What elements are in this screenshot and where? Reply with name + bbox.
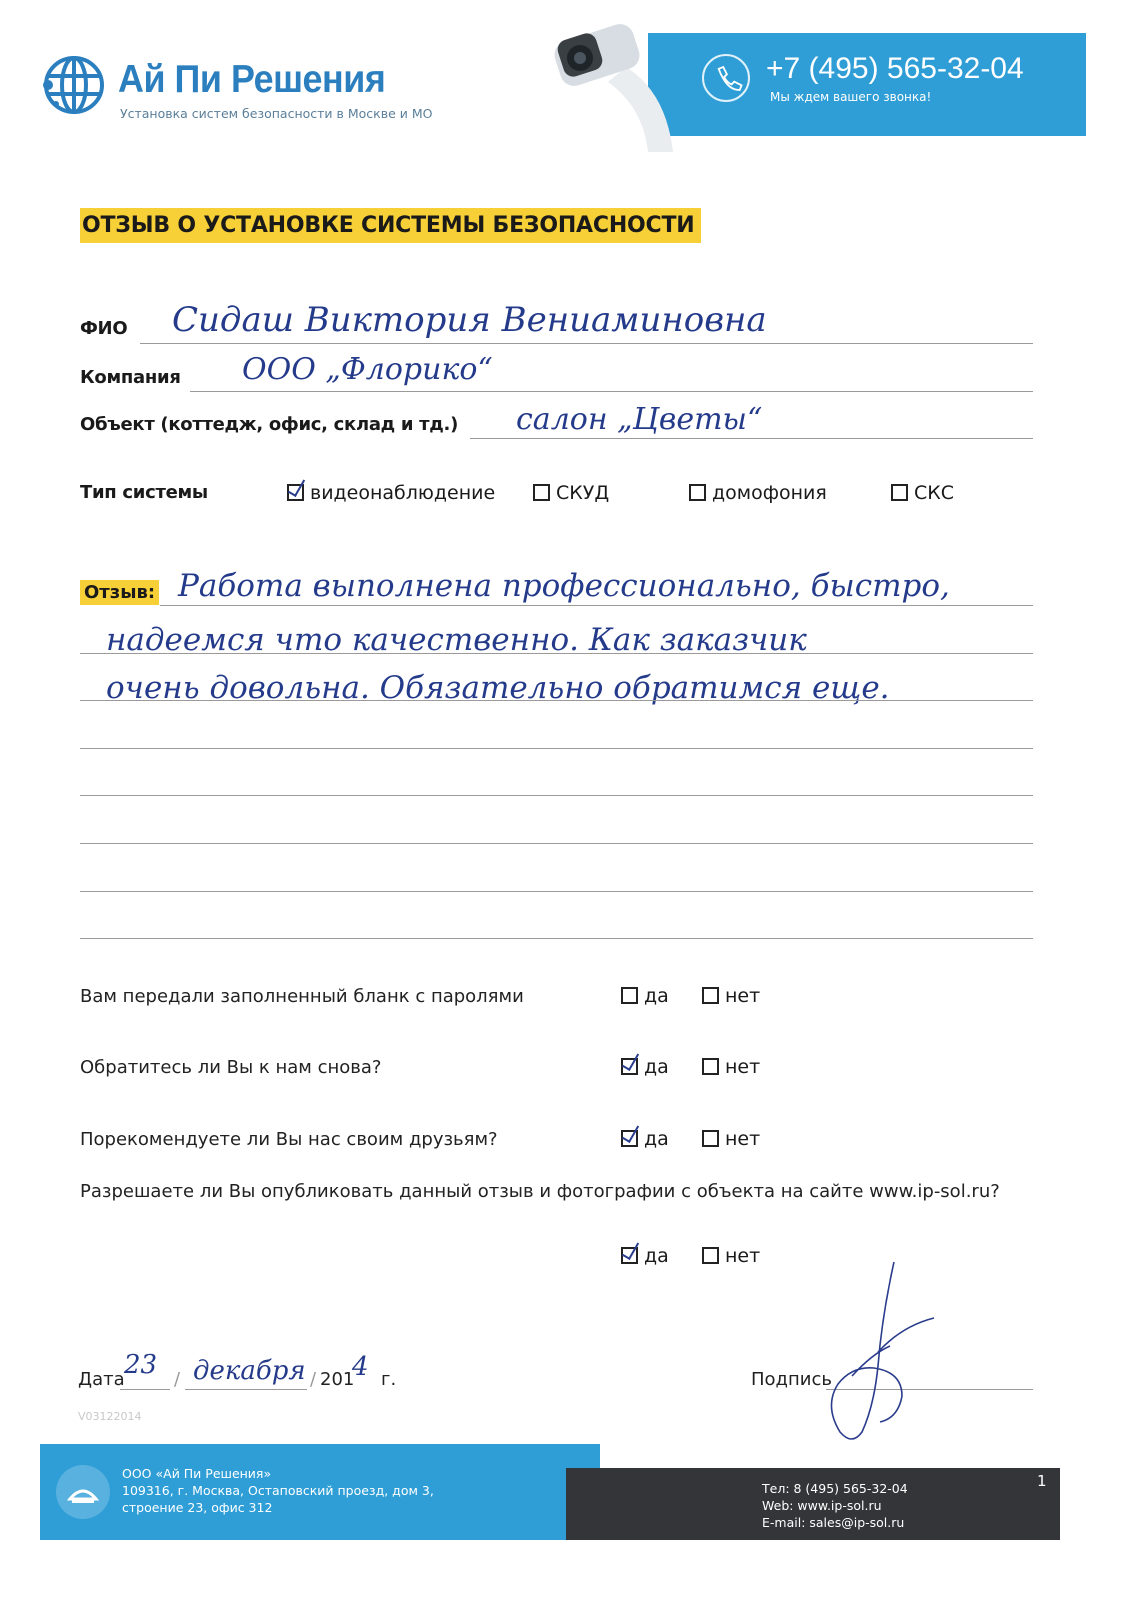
- fio-label: ФИО: [80, 318, 128, 339]
- company-value[interactable]: ООО „Флорико“: [242, 352, 493, 387]
- no-checkbox[interactable]: [702, 1058, 719, 1075]
- skud-checkbox[interactable]: [533, 484, 550, 501]
- form-title: ОТЗЫВ О УСТАНОВКЕ СИСТЕМЫ БЕЗОПАСНОСТИ: [80, 208, 701, 243]
- date-separator: /: [174, 1369, 181, 1390]
- date-separator: /: [310, 1369, 317, 1390]
- question-passwords: Вам передали заполненный бланк с паролями: [80, 986, 524, 1007]
- no-checkbox[interactable]: [702, 1130, 719, 1147]
- review-line-1[interactable]: Работа выполнена профессионально, быстро,: [178, 568, 950, 604]
- company-underline: [190, 391, 1033, 392]
- no-checkbox[interactable]: [702, 987, 719, 1004]
- question-recommend: Порекомендуете ли Вы нас своим друзьям?: [80, 1129, 498, 1150]
- question-passwords-yes[interactable]: [621, 985, 669, 1007]
- system-type-label: Тип системы: [80, 482, 208, 503]
- date-label: Дата: [78, 1369, 125, 1390]
- yes-checkbox[interactable]: [621, 1130, 638, 1147]
- date-day-underline: [120, 1389, 170, 1390]
- no-label: нет: [725, 1245, 761, 1267]
- security-camera-icon: [548, 12, 678, 152]
- review-line-3[interactable]: очень довольна. Обязательно обратимся еще.: [106, 670, 890, 706]
- globe-logo-icon: [40, 54, 106, 116]
- date-month-underline: [185, 1389, 307, 1390]
- object-value[interactable]: салон „Цветы“: [516, 402, 763, 437]
- date-year-prefix: 201: [320, 1369, 355, 1390]
- yes-checkbox[interactable]: [621, 1247, 638, 1264]
- review-rule: [80, 938, 1033, 939]
- footer-tel[interactable]: Тел: 8 (495) 565-32-04: [762, 1481, 908, 1496]
- sks-checkbox[interactable]: [891, 484, 908, 501]
- yes-label: да: [644, 1128, 669, 1150]
- intercom-checkbox[interactable]: [689, 484, 706, 501]
- footer-contacts: [762, 1480, 908, 1531]
- review-line-2[interactable]: надеемся что качественно. Как заказчик: [106, 622, 807, 658]
- system-option-label: СКС: [914, 482, 955, 504]
- footer-web[interactable]: Web: www.ip-sol.ru: [762, 1498, 882, 1513]
- system-option-label: СКУД: [556, 482, 610, 504]
- yes-label: да: [644, 985, 669, 1007]
- review-label: Отзыв:: [80, 580, 159, 605]
- review-rule: [80, 653, 1033, 654]
- video-checkbox[interactable]: [287, 484, 304, 501]
- no-label: нет: [725, 1128, 761, 1150]
- review-rule: [80, 700, 1033, 701]
- yes-label: да: [644, 1056, 669, 1078]
- no-label: нет: [725, 1056, 761, 1078]
- no-checkbox[interactable]: [702, 1247, 719, 1264]
- signature-label: Подпись: [751, 1369, 832, 1390]
- system-option-intercom[interactable]: [689, 482, 827, 504]
- fio-underline: [140, 343, 1033, 344]
- question-recommend-yes[interactable]: [621, 1128, 669, 1150]
- page-number: 1: [1037, 1472, 1047, 1490]
- review-rule: [80, 748, 1033, 749]
- form-code: V03122014: [78, 1410, 142, 1423]
- question-passwords-no[interactable]: [702, 985, 760, 1007]
- date-suffix: г.: [381, 1369, 397, 1390]
- yes-checkbox[interactable]: [621, 987, 638, 1004]
- date-day[interactable]: 23: [124, 1350, 158, 1380]
- question-publish-no[interactable]: [702, 1245, 760, 1267]
- system-option-video[interactable]: [287, 482, 495, 504]
- date-month[interactable]: декабря: [193, 1356, 306, 1386]
- question-recommend-no[interactable]: [702, 1128, 760, 1150]
- footer-address: [122, 1465, 434, 1516]
- footer-address-line-1: 109316, г. Москва, Остаповский проезд, дом 3,: [122, 1483, 434, 1498]
- brand-name: Ай Пи Решения: [118, 58, 386, 101]
- no-label: нет: [725, 985, 761, 1007]
- header-phone-note: Мы ждем вашего звонка!: [770, 90, 932, 104]
- review-rule: [80, 891, 1033, 892]
- handwritten-signature: [812, 1256, 952, 1446]
- system-option-sks[interactable]: [891, 482, 954, 504]
- review-rule: [80, 795, 1033, 796]
- brand-tagline: Установка систем безопасности в Москве и МО: [120, 106, 433, 121]
- question-return: Обратитесь ли Вы к нам снова?: [80, 1057, 382, 1078]
- footer-email[interactable]: E-mail: sales@ip-sol.ru: [762, 1515, 905, 1530]
- review-rule: [80, 843, 1033, 844]
- object-underline: [470, 438, 1033, 439]
- footer-address-line-2: строение 23, офис 312: [122, 1500, 273, 1515]
- system-option-label: домофония: [712, 482, 827, 504]
- object-label: Объект (коттедж, офис, склад и тд.): [80, 414, 459, 435]
- yes-label: да: [644, 1245, 669, 1267]
- question-return-no[interactable]: [702, 1056, 760, 1078]
- system-option-skud[interactable]: [533, 482, 609, 504]
- system-option-label: видеонаблюдение: [310, 482, 496, 504]
- date-year-digit[interactable]: 4: [352, 1352, 369, 1382]
- question-return-yes[interactable]: [621, 1056, 669, 1078]
- company-label: Компания: [80, 367, 181, 388]
- review-rule: [160, 605, 1033, 606]
- footer-company: ООО «Ай Пи Решения»: [122, 1466, 272, 1481]
- question-publish: Разрешаете ли Вы опубликовать данный отзыв и фотографии с объекта на сайте www.ip-sol.ru?: [80, 1181, 1000, 1202]
- yes-checkbox[interactable]: [621, 1058, 638, 1075]
- fio-value[interactable]: Сидаш Виктория Вениаминовна: [172, 300, 767, 340]
- header-phone[interactable]: +7 (495) 565-32-04: [766, 52, 1024, 85]
- question-publish-yes[interactable]: [621, 1245, 669, 1267]
- footer-logo-icon: [56, 1465, 110, 1519]
- phone-icon: [702, 54, 750, 102]
